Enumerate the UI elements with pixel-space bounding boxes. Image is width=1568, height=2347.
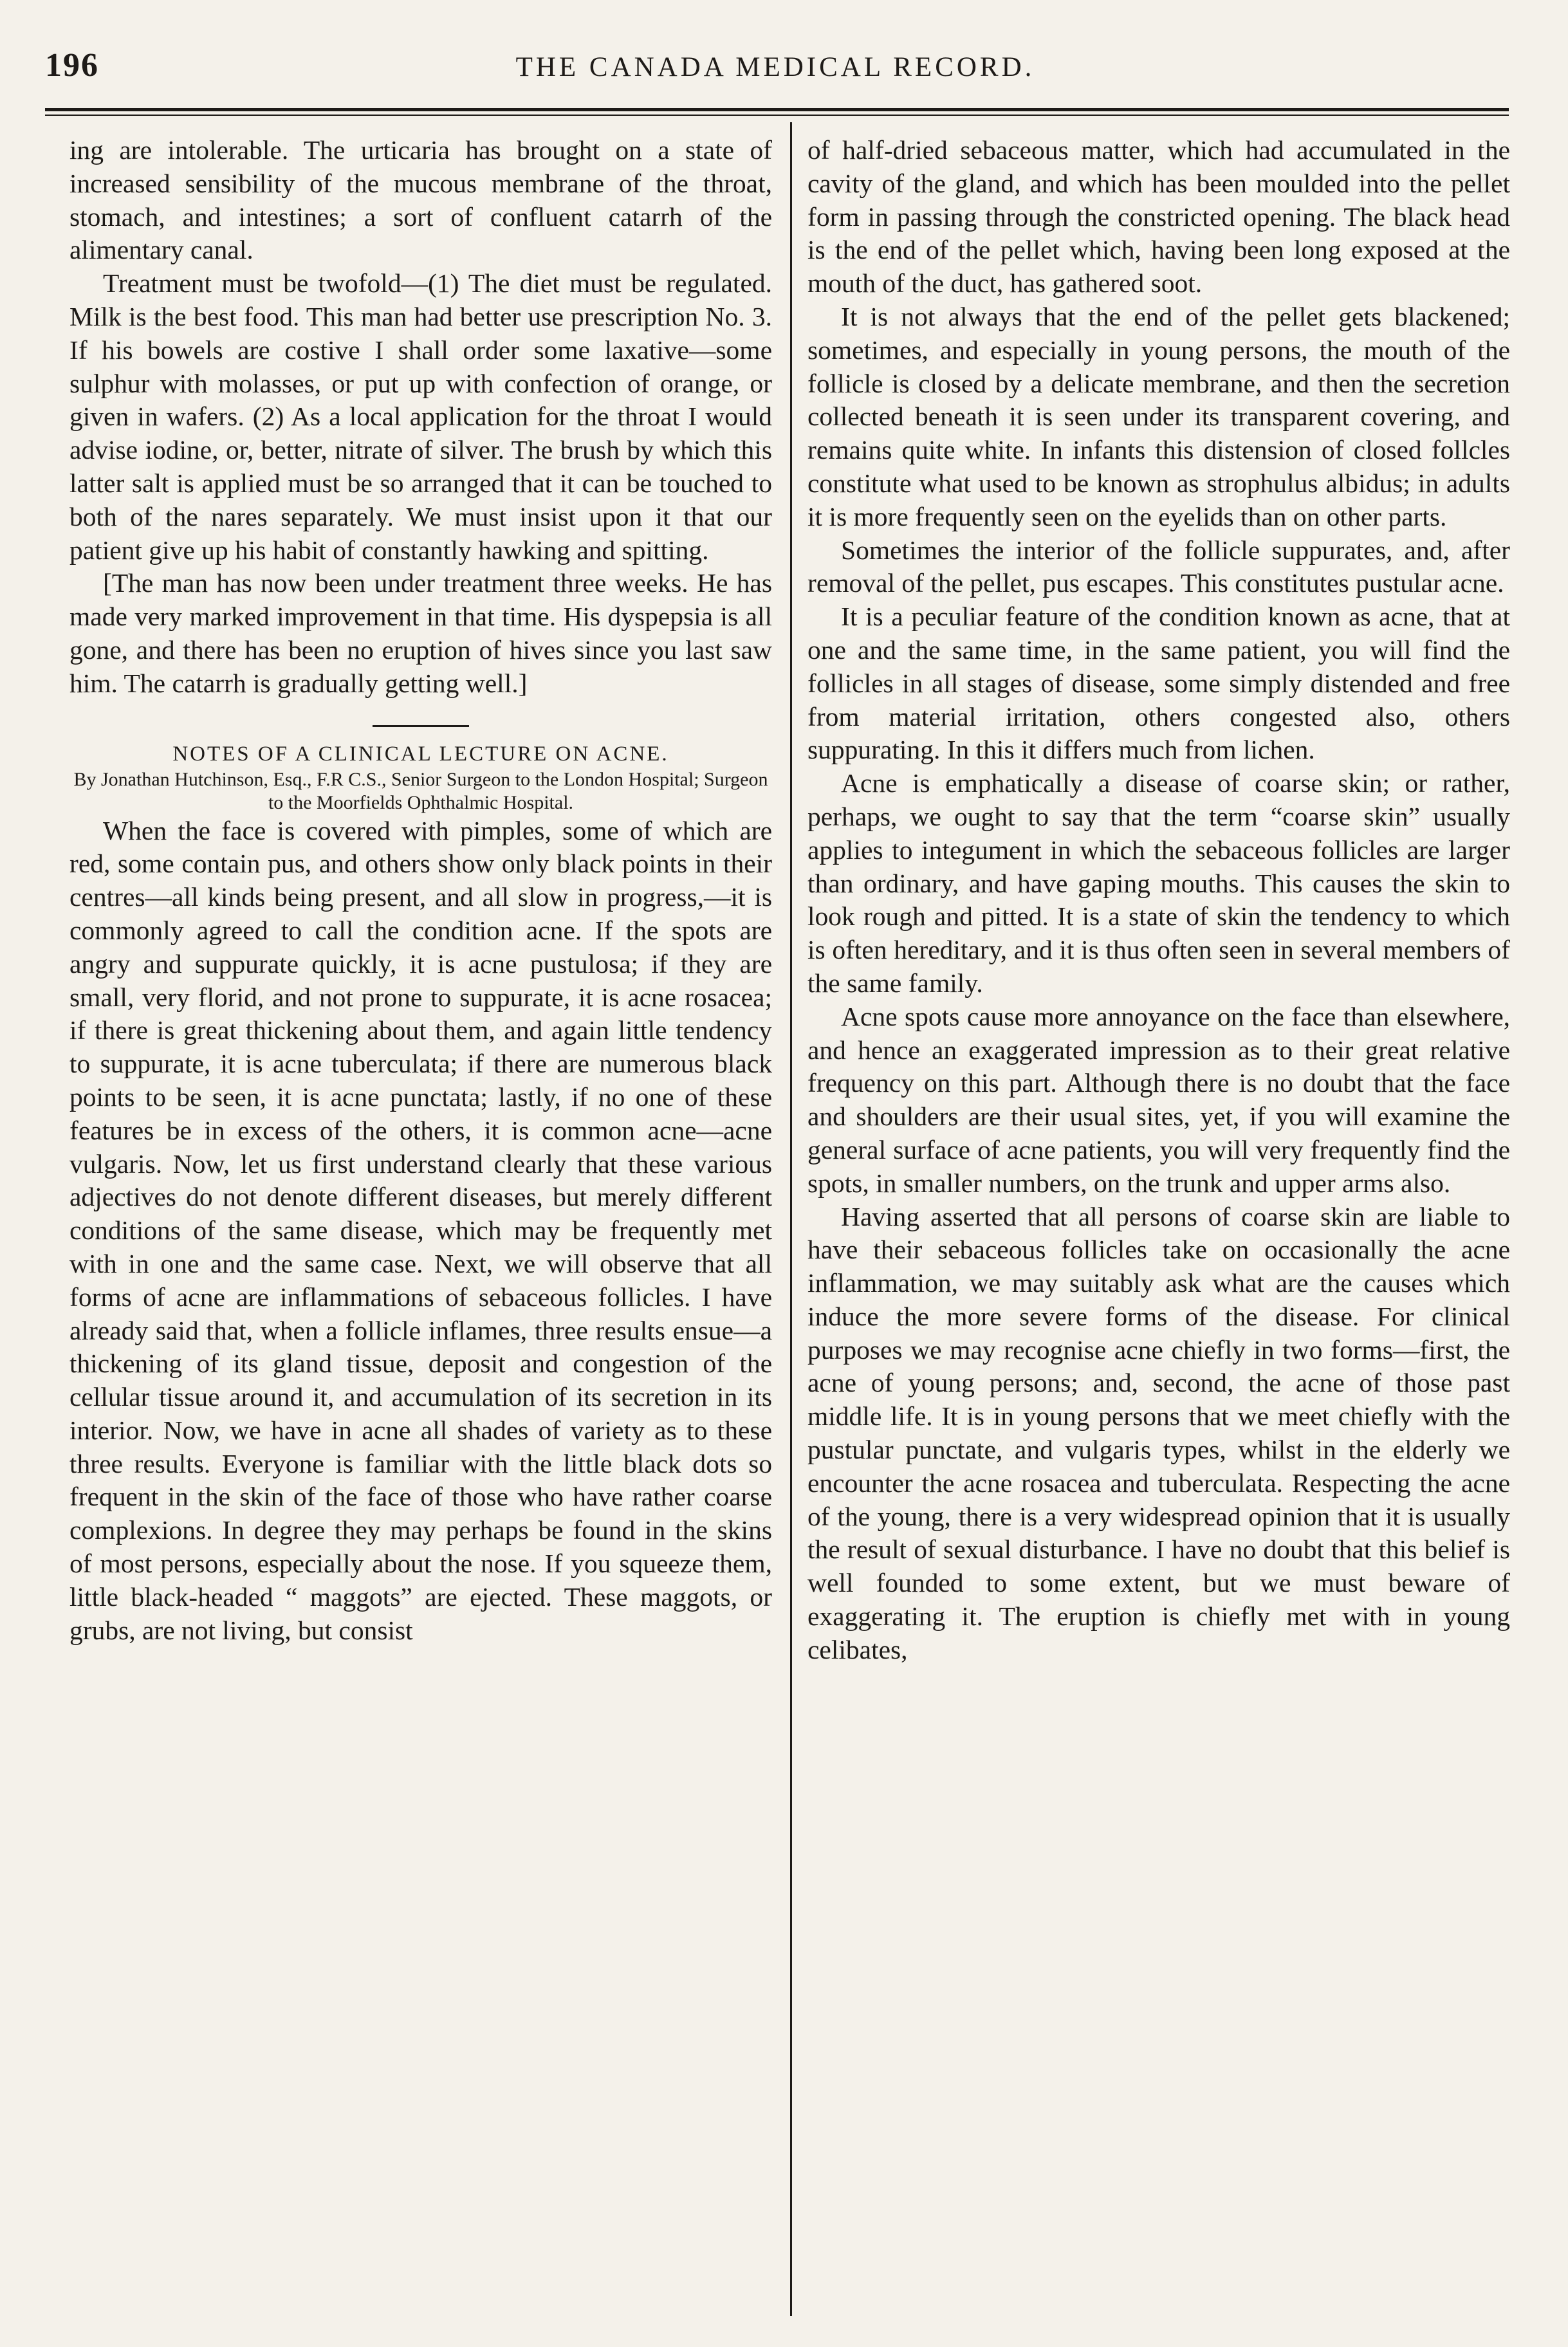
header-rule-thin — [45, 115, 1509, 116]
right-column — [807, 134, 1510, 2321]
column-divider — [790, 122, 792, 2316]
running-title: THE CANADA MEDICAL RECORD. — [515, 52, 1035, 82]
paragraph: Having asserted that all persons of coarse skin are liable to have their sebaceous follicles take on occasionally the acne inflammation, we may suitably ask what are the causes which induce the more severe forms of the disease. For clinical purposes we may recognise acne chiefly in two forms—first, the acne of young persons; and, second, the acne of those past middle life. It is in young persons that we meet chiefly with the pustular punctate, and vulgaris types, whilst in the elderly we encounter the acne rosacea and tuberculata. Respecting the acne of the young, there is a very widespread opinion that it is usually the result of sexual disturbance. I have no doubt that this belief is well founded to some extent, but we must beware of exaggerating it. The eruption is chiefly met with in young celibates, — [807, 1201, 1510, 1664]
paragraph: Acne is emphatically a disease of coarse skin; or rather, perhaps, we ought to say that the term “coarse skin” usually applies to integument in which the sebaceous follicles are larger than ordinary, and have gaping mouths. This causes the skin to look rough and pitted. It is a state of skin the tendency to which is often hereditary, and it is thus often seen in several members of the same family. — [807, 768, 1510, 998]
paragraph: Sometimes the interior of the follicle suppurates, and, after removal of the pellet, pus escapes. This constitutes pustular acne. — [807, 535, 1510, 598]
page-header — [39, 46, 1512, 91]
paragraph: of half-dried sebaceous matter, which had accumulated in the cavity of the gland, and which has been moulded into the pellet form in passing through the constricted opening. The black head is the end of the pellet which, having been long exposed at the mouth of the duct, has gathered soot. — [807, 135, 1510, 299]
paragraph: Treatment must be twofold—(1) The diet must be regulated. Milk is the best food. This man had better use prescription No. 3. If his bowels are costive I shall order some laxative—some sulphur with molasses, or put up with confection of orange, or given in wafers. (2) As a local application for the throat I would advise iodine, or, better, nitrate of silver. The brush by which this latter salt is applied must be so arranged that it can be touched to both of the nares separately. We must insist upon it that our patient give up his habit of constantly hawking and spitting. — [69, 268, 772, 565]
paragraph: [The man has now been under treatment three weeks. He has made very marked improvement in that time. His dyspepsia is all gone, and there has been no eruption of hives since you last saw him. The catarrh is gradually getting well.] — [69, 568, 772, 698]
header-rule — [45, 108, 1509, 111]
article-byline: By Jonathan Hutchinson, Esq., F.R C.S., Senior Surgeon to the London Hospital; Surgeon to the Moorfields Ophthalmic Hospital. — [73, 768, 768, 813]
paragraph: It is a peculiar feature of the condition known as acne, that at one and the same time, in the same patient, you will find the follicles in all stages of disease, some simply distended and free from material irritation, others congested also, others suppurating. In this it differs much from lichen. — [807, 602, 1510, 765]
paragraph: When the face is covered with pimples, some of which are red, some contain pus, and others show only black points in their centres—all kinds being present, and all slow in progress,—it is commonly agreed to call the condition acne. If the spots are angry and suppurate quickly, it is acne pustulosa; if they are small, very florid, and not prone to suppurate, it is acne rosacea; if there is great thickening about them, and again little tendency to suppurate, it is acne tuberculata; if there are numerous black points to be seen, it is acne punctata; lastly, if no one of these features be in excess of the others, it is common acne—acne vulgaris. Now, let us first understand clearly that these various adjectives do not denote different diseases, but merely different conditions of the same disease, which may be frequently met with in one and the same case. Next, we will observe that all forms of acne are inflammations of sebaceous follicles. I have already said that, when a follicle inflames, three results ensue—a thickening of its gland tissue, deposit and congestion of the cellular tissue around it, and accumulation of its secretion in its interior. Now, we have in acne all shades of variety as to these three results. Everyone is familiar with the little black dots so frequent in the skin of the face of those who have rather coarse complexions. In degree they may perhaps be found in the skins of most persons, especially about the nose. If you squeeze them, little black-headed “ maggots” are ejected. These maggots, or grubs, are not living, but consist — [69, 815, 772, 1645]
article-title: NOTES OF A CLINICAL LECTURE ON ACNE. — [172, 742, 669, 766]
paragraph: Acne spots cause more annoyance on the face than elsewhere, and hence an exaggerated impression as to their great relative frequency on this part. Although there is no doubt that the face and shoulders are their usual sites, yet, if you will examine the general surface of acne patients, you will very frequently find the spots, in smaller numbers, on the trunk and upper arms also. — [807, 1001, 1510, 1198]
paragraph: It is not always that the end of the pellet gets blackened; sometimes, and especially in young persons, the mouth of the follicle is closed by a delicate membrane, and then the secretion collected beneath it is seen under its transparent covering, and remains quite white. In infants this distension of closed follcles constitute what used to be known as strophulus albidus; in adults it is more frequently seen on the eyelids than on other parts. — [807, 301, 1510, 531]
section-divider — [373, 725, 469, 727]
page-number: 196 — [45, 47, 99, 84]
left-column — [69, 134, 772, 2321]
paragraph: ing are intolerable. The urticaria has brought on a state of increased sensibility of the mucous membrane of the throat, stomach, and intestines; a sort of confluent catarrh of the alimentary canal. — [69, 135, 772, 265]
